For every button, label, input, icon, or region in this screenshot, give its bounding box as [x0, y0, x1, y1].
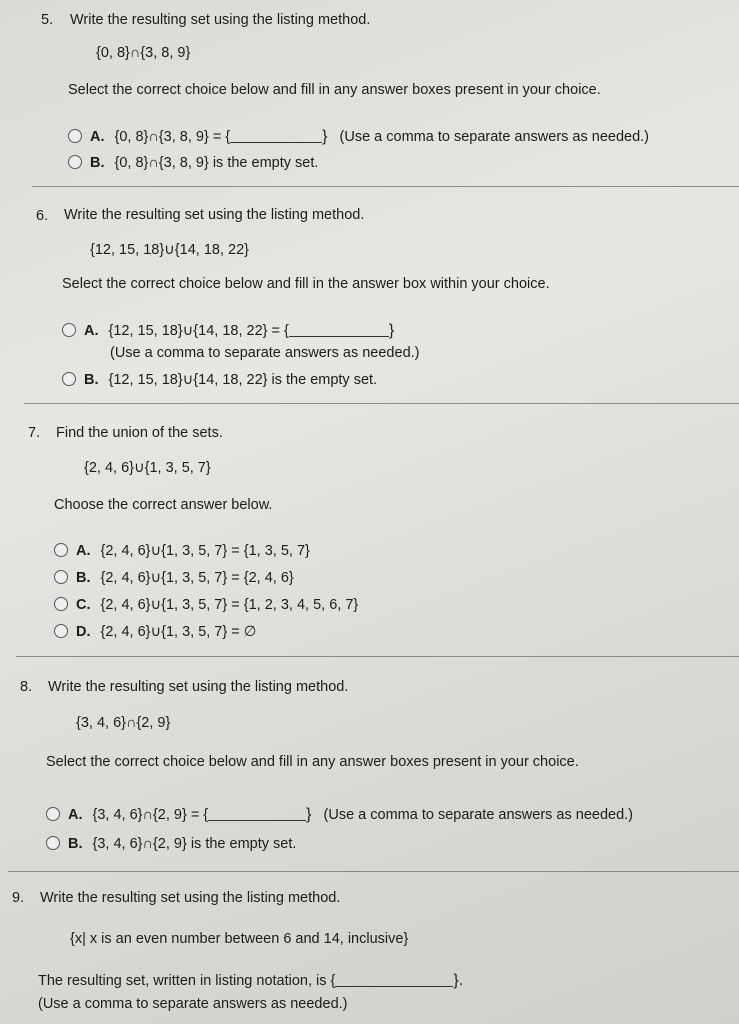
choice-letter: B. — [90, 155, 105, 171]
choice-text: {2, 4, 6}∪{1, 3, 5, 7} = {1, 3, 5, 7} — [100, 543, 310, 559]
divider — [16, 656, 739, 657]
radio-button[interactable] — [54, 570, 68, 584]
choice-letter: D. — [76, 624, 91, 640]
choice-a[interactable] — [54, 543, 310, 559]
closing-brace: } — [306, 806, 312, 823]
answer-box[interactable] — [230, 128, 322, 143]
radio-button[interactable] — [46, 807, 60, 821]
result-line — [38, 972, 463, 990]
instruction: Select the correct choice below and fill in any answer boxes present in your choice. — [46, 754, 579, 770]
result-label: The resulting set, written in listing notation, is { — [38, 973, 336, 989]
choice-text: {2, 4, 6}∪{1, 3, 5, 7} = {1, 2, 3, 4, 5, 6, 7} — [100, 597, 359, 613]
choice-letter: C. — [76, 597, 91, 613]
choice-b[interactable] — [46, 836, 296, 852]
radio-button[interactable] — [62, 372, 76, 386]
choice-b[interactable] — [68, 155, 318, 171]
instruction: Select the correct choice below and fill in any answer boxes present in your choice. — [68, 82, 601, 98]
set-expression: {3, 4, 6}∩{2, 9} — [76, 715, 171, 731]
choice-b[interactable] — [62, 372, 377, 388]
answer-box[interactable] — [208, 806, 306, 821]
choice-b[interactable] — [54, 570, 294, 586]
set-expression: {x| x is an even number between 6 and 14, inclusive} — [70, 931, 409, 947]
choice-a[interactable] — [46, 806, 633, 824]
question-number: 9. — [12, 890, 25, 906]
set-expression: {2, 4, 6}∪{1, 3, 5, 7} — [84, 460, 211, 476]
choice-letter: A. — [90, 129, 105, 145]
closing-brace: }. — [453, 972, 464, 989]
choice-a[interactable] — [62, 322, 394, 340]
choice-letter: B. — [68, 836, 83, 852]
question-prompt: Write the resulting set using the listing method. — [48, 679, 349, 695]
result-note: (Use a comma to separate answers as needed.) — [38, 996, 348, 1012]
radio-button[interactable] — [54, 543, 68, 557]
choice-c[interactable] — [54, 597, 358, 613]
radio-button[interactable] — [68, 155, 82, 169]
choice-letter: B. — [84, 372, 99, 388]
question-prompt: Write the resulting set using the listing method. — [64, 207, 365, 223]
set-expression: {0, 8}∩{3, 8, 9} — [96, 45, 191, 61]
radio-button[interactable] — [46, 836, 60, 850]
question-number: 5. — [41, 12, 54, 28]
choice-text: {0, 8}∩{3, 8, 9} = { — [114, 129, 231, 145]
set-expression: {12, 15, 18}∪{14, 18, 22} — [90, 242, 249, 258]
radio-button[interactable] — [54, 597, 68, 611]
choice-text: {3, 4, 6}∩{2, 9} is the empty set. — [92, 836, 297, 852]
choice-note: (Use a comma to separate answers as needed.) — [110, 345, 420, 361]
choice-note: (Use a comma to separate answers as needed.) — [323, 807, 634, 823]
choice-a[interactable] — [68, 128, 649, 146]
question-prompt: Find the union of the sets. — [56, 425, 223, 441]
choice-text: {3, 4, 6}∩{2, 9} = { — [92, 807, 209, 823]
question-number: 6. — [36, 208, 49, 224]
choice-note: (Use a comma to separate answers as needed.) — [339, 129, 650, 145]
question-number: 8. — [20, 679, 33, 695]
choice-d[interactable] — [54, 624, 256, 640]
choice-letter: A. — [76, 543, 91, 559]
choice-letter: B. — [76, 570, 91, 586]
instruction: Choose the correct answer below. — [54, 497, 273, 513]
radio-button[interactable] — [68, 129, 82, 143]
choice-letter: A. — [68, 807, 83, 823]
divider — [32, 186, 739, 187]
question-prompt: Write the resulting set using the listing method. — [70, 12, 371, 28]
choice-text: {2, 4, 6}∪{1, 3, 5, 7} = {2, 4, 6} — [100, 570, 294, 586]
question-number: 7. — [28, 425, 41, 441]
choice-text: {12, 15, 18}∪{14, 18, 22} is the empty set. — [108, 372, 378, 388]
closing-brace: } — [322, 128, 328, 145]
closing-brace: } — [388, 322, 395, 339]
choice-text: {0, 8}∩{3, 8, 9} is the empty set. — [114, 155, 319, 171]
choice-text: {2, 4, 6}∪{1, 3, 5, 7} = ∅ — [100, 624, 257, 640]
answer-box[interactable] — [289, 322, 389, 337]
answer-box[interactable] — [335, 972, 453, 987]
instruction: Select the correct choice below and fill in the answer box within your choice. — [62, 276, 550, 292]
choice-text: {12, 15, 18}∪{14, 18, 22} = { — [108, 323, 289, 339]
radio-button[interactable] — [62, 323, 76, 337]
question-prompt: Write the resulting set using the listing method. — [40, 890, 341, 906]
radio-button[interactable] — [54, 624, 68, 638]
choice-letter: A. — [84, 323, 99, 339]
divider — [8, 871, 739, 872]
divider — [24, 403, 739, 404]
